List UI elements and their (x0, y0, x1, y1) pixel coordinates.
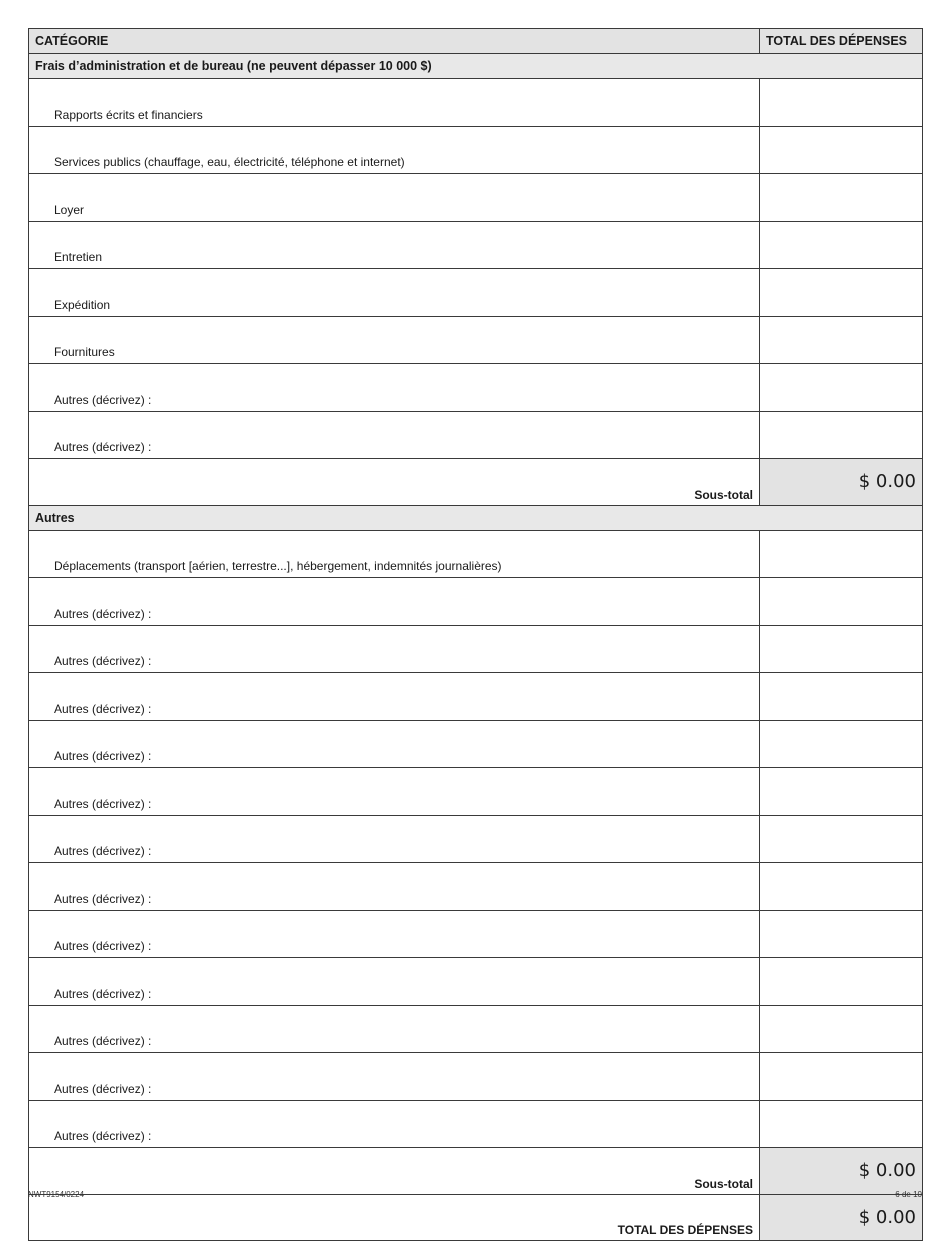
table-row (29, 411, 923, 459)
table-row (29, 1053, 923, 1101)
admin-section-header (29, 54, 923, 79)
table-row (29, 530, 923, 578)
amount-input[interactable] (760, 868, 922, 910)
table-row (29, 79, 923, 127)
grand-total-value: $ 0.00 (760, 1194, 923, 1241)
amount-input[interactable] (760, 820, 922, 862)
subtotal-label: Sous-total (29, 459, 760, 506)
row-label: Autres (décrivez) : (29, 1100, 760, 1148)
amount-input[interactable] (760, 963, 922, 1005)
row-label: Autres (décrivez) : (29, 910, 760, 958)
other-section-title: Autres (29, 505, 923, 530)
table-row (29, 126, 923, 174)
row-label: Autres (décrivez) : (29, 673, 760, 721)
amount-input[interactable] (760, 535, 922, 577)
amount-input[interactable] (760, 274, 922, 316)
amount-input[interactable] (760, 416, 922, 458)
total-header: TOTAL DES DÉPENSES (760, 29, 923, 54)
admin-subtotal-row (29, 459, 923, 506)
table-row (29, 364, 923, 412)
admin-subtotal-value: $ 0.00 (760, 459, 923, 506)
table-row (29, 578, 923, 626)
amount-input[interactable] (760, 630, 922, 672)
amount-input[interactable] (760, 773, 922, 815)
row-label: Autres (décrivez) : (29, 768, 760, 816)
grand-total-label: TOTAL DES DÉPENSES (29, 1194, 760, 1241)
amount-input[interactable] (760, 583, 922, 625)
table-row (29, 768, 923, 816)
row-label: Rapports écrits et financiers (29, 79, 760, 127)
table-row (29, 1100, 923, 1148)
admin-section-title: Frais d’administration et de bureau (ne peuvent dépasser 10 000 $) (29, 54, 923, 79)
table-row (29, 720, 923, 768)
table-row (29, 221, 923, 269)
amount-input[interactable] (760, 725, 922, 767)
row-label: Autres (décrivez) : (29, 578, 760, 626)
row-label: Services publics (chauffage, eau, électricité, téléphone et internet) (29, 126, 760, 174)
table-row (29, 269, 923, 317)
other-subtotal-row (29, 1148, 923, 1195)
subtotal-label: Sous-total (29, 1148, 760, 1195)
amount-input[interactable] (760, 131, 922, 173)
amount-input[interactable] (760, 1105, 922, 1147)
row-label: Autres (décrivez) : (29, 863, 760, 911)
row-label: Autres (décrivez) : (29, 1053, 760, 1101)
amount-input[interactable] (760, 1010, 922, 1052)
amount-input[interactable] (760, 321, 922, 363)
row-label: Fournitures (29, 316, 760, 364)
amount-input[interactable] (760, 915, 922, 957)
table-row (29, 958, 923, 1006)
expenses-table (28, 28, 923, 1241)
row-label: Autres (décrivez) : (29, 411, 760, 459)
row-label: Autres (décrivez) : (29, 720, 760, 768)
row-label: Autres (décrivez) : (29, 1005, 760, 1053)
row-label: Autres (décrivez) : (29, 958, 760, 1006)
amount-input[interactable] (760, 678, 922, 720)
table-row (29, 316, 923, 364)
other-section-header (29, 505, 923, 530)
table-row (29, 815, 923, 863)
table-row (29, 673, 923, 721)
amount-input[interactable] (760, 179, 922, 221)
row-label: Loyer (29, 174, 760, 222)
amount-input[interactable] (760, 84, 922, 126)
table-row (29, 863, 923, 911)
table-row (29, 910, 923, 958)
amount-input[interactable] (760, 1058, 922, 1100)
row-label: Déplacements (transport [aérien, terrestre...], hébergement, indemnités journalières) (29, 530, 760, 578)
table-row (29, 174, 923, 222)
row-label: Autres (décrivez) : (29, 625, 760, 673)
table-header-row (29, 29, 923, 54)
row-label: Autres (décrivez) : (29, 815, 760, 863)
amount-input[interactable] (760, 369, 922, 411)
grand-total-row (29, 1194, 923, 1241)
amount-input[interactable] (760, 226, 922, 268)
row-label: Autres (décrivez) : (29, 364, 760, 412)
table-row (29, 1005, 923, 1053)
table-row (29, 625, 923, 673)
other-subtotal-value: $ 0.00 (760, 1148, 923, 1195)
form-code: NWT9154/0224 (28, 1190, 85, 1199)
category-header: CATÉGORIE (29, 29, 760, 54)
row-label: Entretien (29, 221, 760, 269)
page-number: 6 de 10 (895, 1190, 922, 1199)
row-label: Expédition (29, 269, 760, 317)
